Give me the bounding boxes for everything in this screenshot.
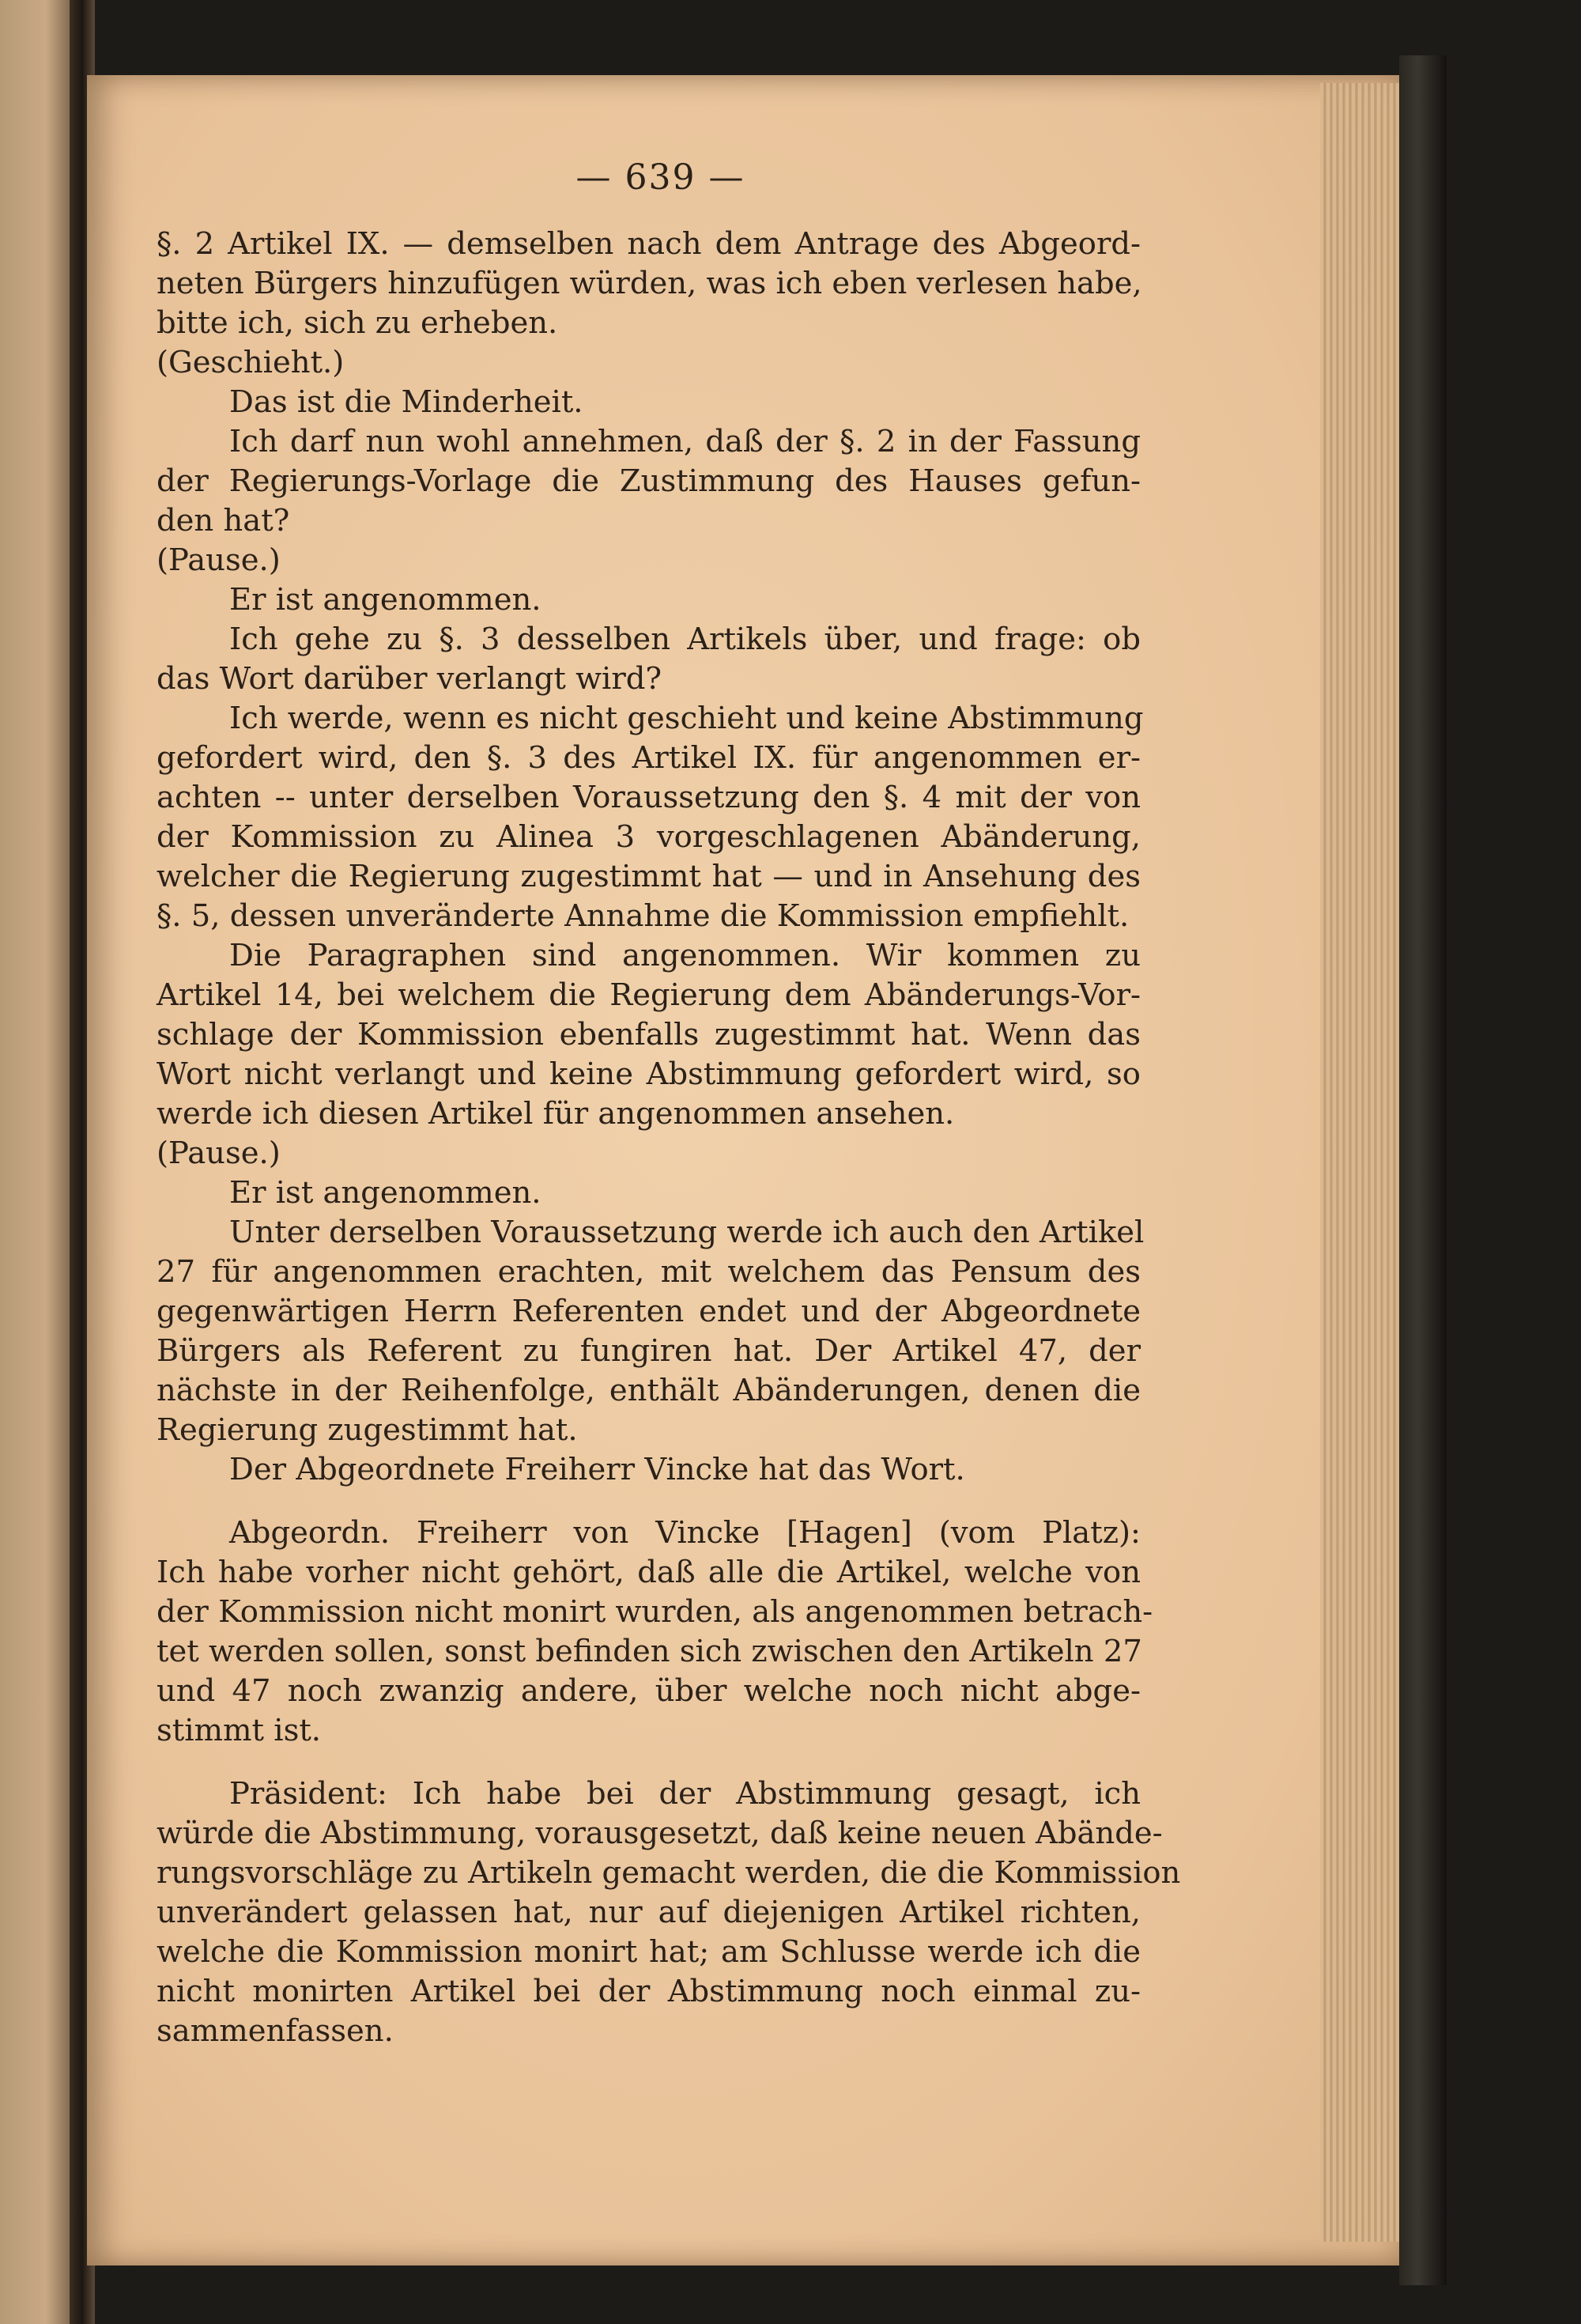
text-line: (Pause.) xyxy=(157,542,281,578)
paragraph xyxy=(157,541,1141,580)
text-line: (Pause.) xyxy=(157,1136,281,1171)
text-line: Ich habe vorher nicht gehört, daß alle die Artikel, welche von xyxy=(157,1555,1141,1590)
text-line: unverändert gelassen hat, nur auf diejenigen Artikel richten, xyxy=(157,1895,1141,1930)
text-line: rungsvorschläge zu Artikeln gemacht werden, die die Kommission xyxy=(157,1855,1181,1891)
paragraph xyxy=(157,1450,1141,1490)
text-line: Artikel 14, bei welchem die Regierung dem Abänderungs-Vor- xyxy=(157,977,1141,1013)
text-line: Ich darf nun wohl annehmen, daß der §. 2 in der Fassung xyxy=(229,424,1141,459)
page-number: — 639 — xyxy=(575,157,745,198)
text-line: das Wort darüber verlangt wird? xyxy=(157,661,662,697)
text-line: und 47 noch zwanzig andere, über welche noch nicht abge- xyxy=(157,1673,1141,1709)
text-line: schlage der Kommission ebenfalls zugestimmt hat. Wenn das xyxy=(157,1017,1141,1052)
text-line: Bürgers als Referent zu fungiren hat. Der Artikel 47, der xyxy=(157,1333,1141,1369)
paragraph xyxy=(157,936,1141,1134)
text-line: welcher die Regierung zugestimmt hat — und in Ansehung des xyxy=(157,859,1141,894)
text-line: Präsident: Ich habe bei der Abstimmung gesagt, ich xyxy=(229,1776,1141,1812)
text-line: bitte ich, sich zu erheben. xyxy=(157,305,558,341)
text-line: Wort nicht verlangt und keine Abstimmung gefordert wird, so xyxy=(157,1056,1141,1092)
paragraph xyxy=(157,620,1141,699)
book-cover-edge xyxy=(1399,55,1447,2285)
paragraph-gap xyxy=(157,1490,1141,1513)
text-line: welche die Kommission monirt hat; am Schlusse werde ich die xyxy=(157,1934,1141,1970)
text-line: der Regierungs-Vorlage die Zustimmung des Hauses gefun- xyxy=(157,463,1141,499)
text-line: §. 5, dessen unveränderte Annahme die Kommission empfiehlt. xyxy=(157,898,1130,934)
text-line: gegenwärtigen Herrn Referenten endet und der Abgeordnete xyxy=(157,1294,1141,1329)
text-line: 27 für angenommen erachten, mit welchem das Pensum des xyxy=(157,1254,1141,1290)
text-line: tet werden sollen, sonst befinden sich zwischen den Artikeln 27 xyxy=(157,1634,1142,1669)
text-line: der Kommission zu Alinea 3 vorgeschlagenen Abänderung, xyxy=(157,819,1141,855)
text-line: (Geschieht.) xyxy=(157,345,345,380)
text-line: gefordert wird, den §. 3 des Artikel IX. für angenommen er- xyxy=(157,740,1141,776)
text-line: nächste in der Reihenfolge, enthält Abänderungen, denen die xyxy=(157,1373,1141,1408)
page-content xyxy=(157,157,1181,2051)
paragraph xyxy=(157,699,1144,936)
text-line: Das ist die Minderheit. xyxy=(229,384,583,420)
paragraph xyxy=(157,1774,1181,2051)
text-line: Der Abgeordnete Freiherr Vincke hat das Wort. xyxy=(229,1452,965,1487)
text-line: Die Paragraphen sind angenommen. Wir kommen zu xyxy=(229,938,1141,973)
text-line: nicht monirten Artikel bei der Abstimmung noch einmal zu- xyxy=(157,1974,1141,2009)
text-line: würde die Abstimmung, vorausgesetzt, daß keine neuen Abände- xyxy=(157,1816,1163,1851)
text-line: neten Bürgers hinzufügen würden, was ich eben verlesen habe, xyxy=(157,266,1142,301)
text-line: den hat? xyxy=(157,503,290,538)
text-line: Regierung zugestimmt hat. xyxy=(157,1412,578,1448)
paragraph xyxy=(157,1213,1145,1450)
paragraph xyxy=(157,422,1141,541)
paragraph xyxy=(157,1134,1141,1173)
body-text xyxy=(157,225,1181,2051)
text-line: Abgeordn. Freiherr von Vincke [Hagen] (vom Platz): xyxy=(229,1515,1141,1551)
paragraph xyxy=(157,1513,1153,1751)
text-line: §. 2 Artikel IX. — demselben nach dem Antrage des Abgeord- xyxy=(157,226,1141,262)
text-line: achten -- unter derselben Voraussetzung den §. 4 mit der von xyxy=(157,780,1141,815)
text-line: Er ist angenommen. xyxy=(229,582,541,618)
text-line: sammenfassen. xyxy=(157,2013,394,2049)
text-line: der Kommission nicht monirt wurden, als angenommen betrach- xyxy=(157,1594,1153,1630)
text-line: Ich gehe zu §. 3 desselben Artikels über, und frage: ob xyxy=(229,622,1141,657)
text-line: Er ist angenommen. xyxy=(229,1175,541,1211)
paragraph xyxy=(157,580,1141,620)
text-line: Ich werde, wenn es nicht geschieht und keine Abstimmung xyxy=(229,701,1144,736)
page-edges xyxy=(1320,83,1399,2242)
text-line: stimmt ist. xyxy=(157,1713,322,1748)
text-line: Unter derselben Voraussetzung werde ich auch den Artikel xyxy=(229,1215,1145,1250)
paragraph xyxy=(157,343,1141,383)
text-line: werde ich diesen Artikel für angenommen ansehen. xyxy=(157,1096,955,1132)
paragraph xyxy=(157,225,1141,343)
paragraph xyxy=(157,1173,1141,1213)
paragraph-gap xyxy=(157,1751,1141,1774)
paragraph xyxy=(157,383,1141,422)
